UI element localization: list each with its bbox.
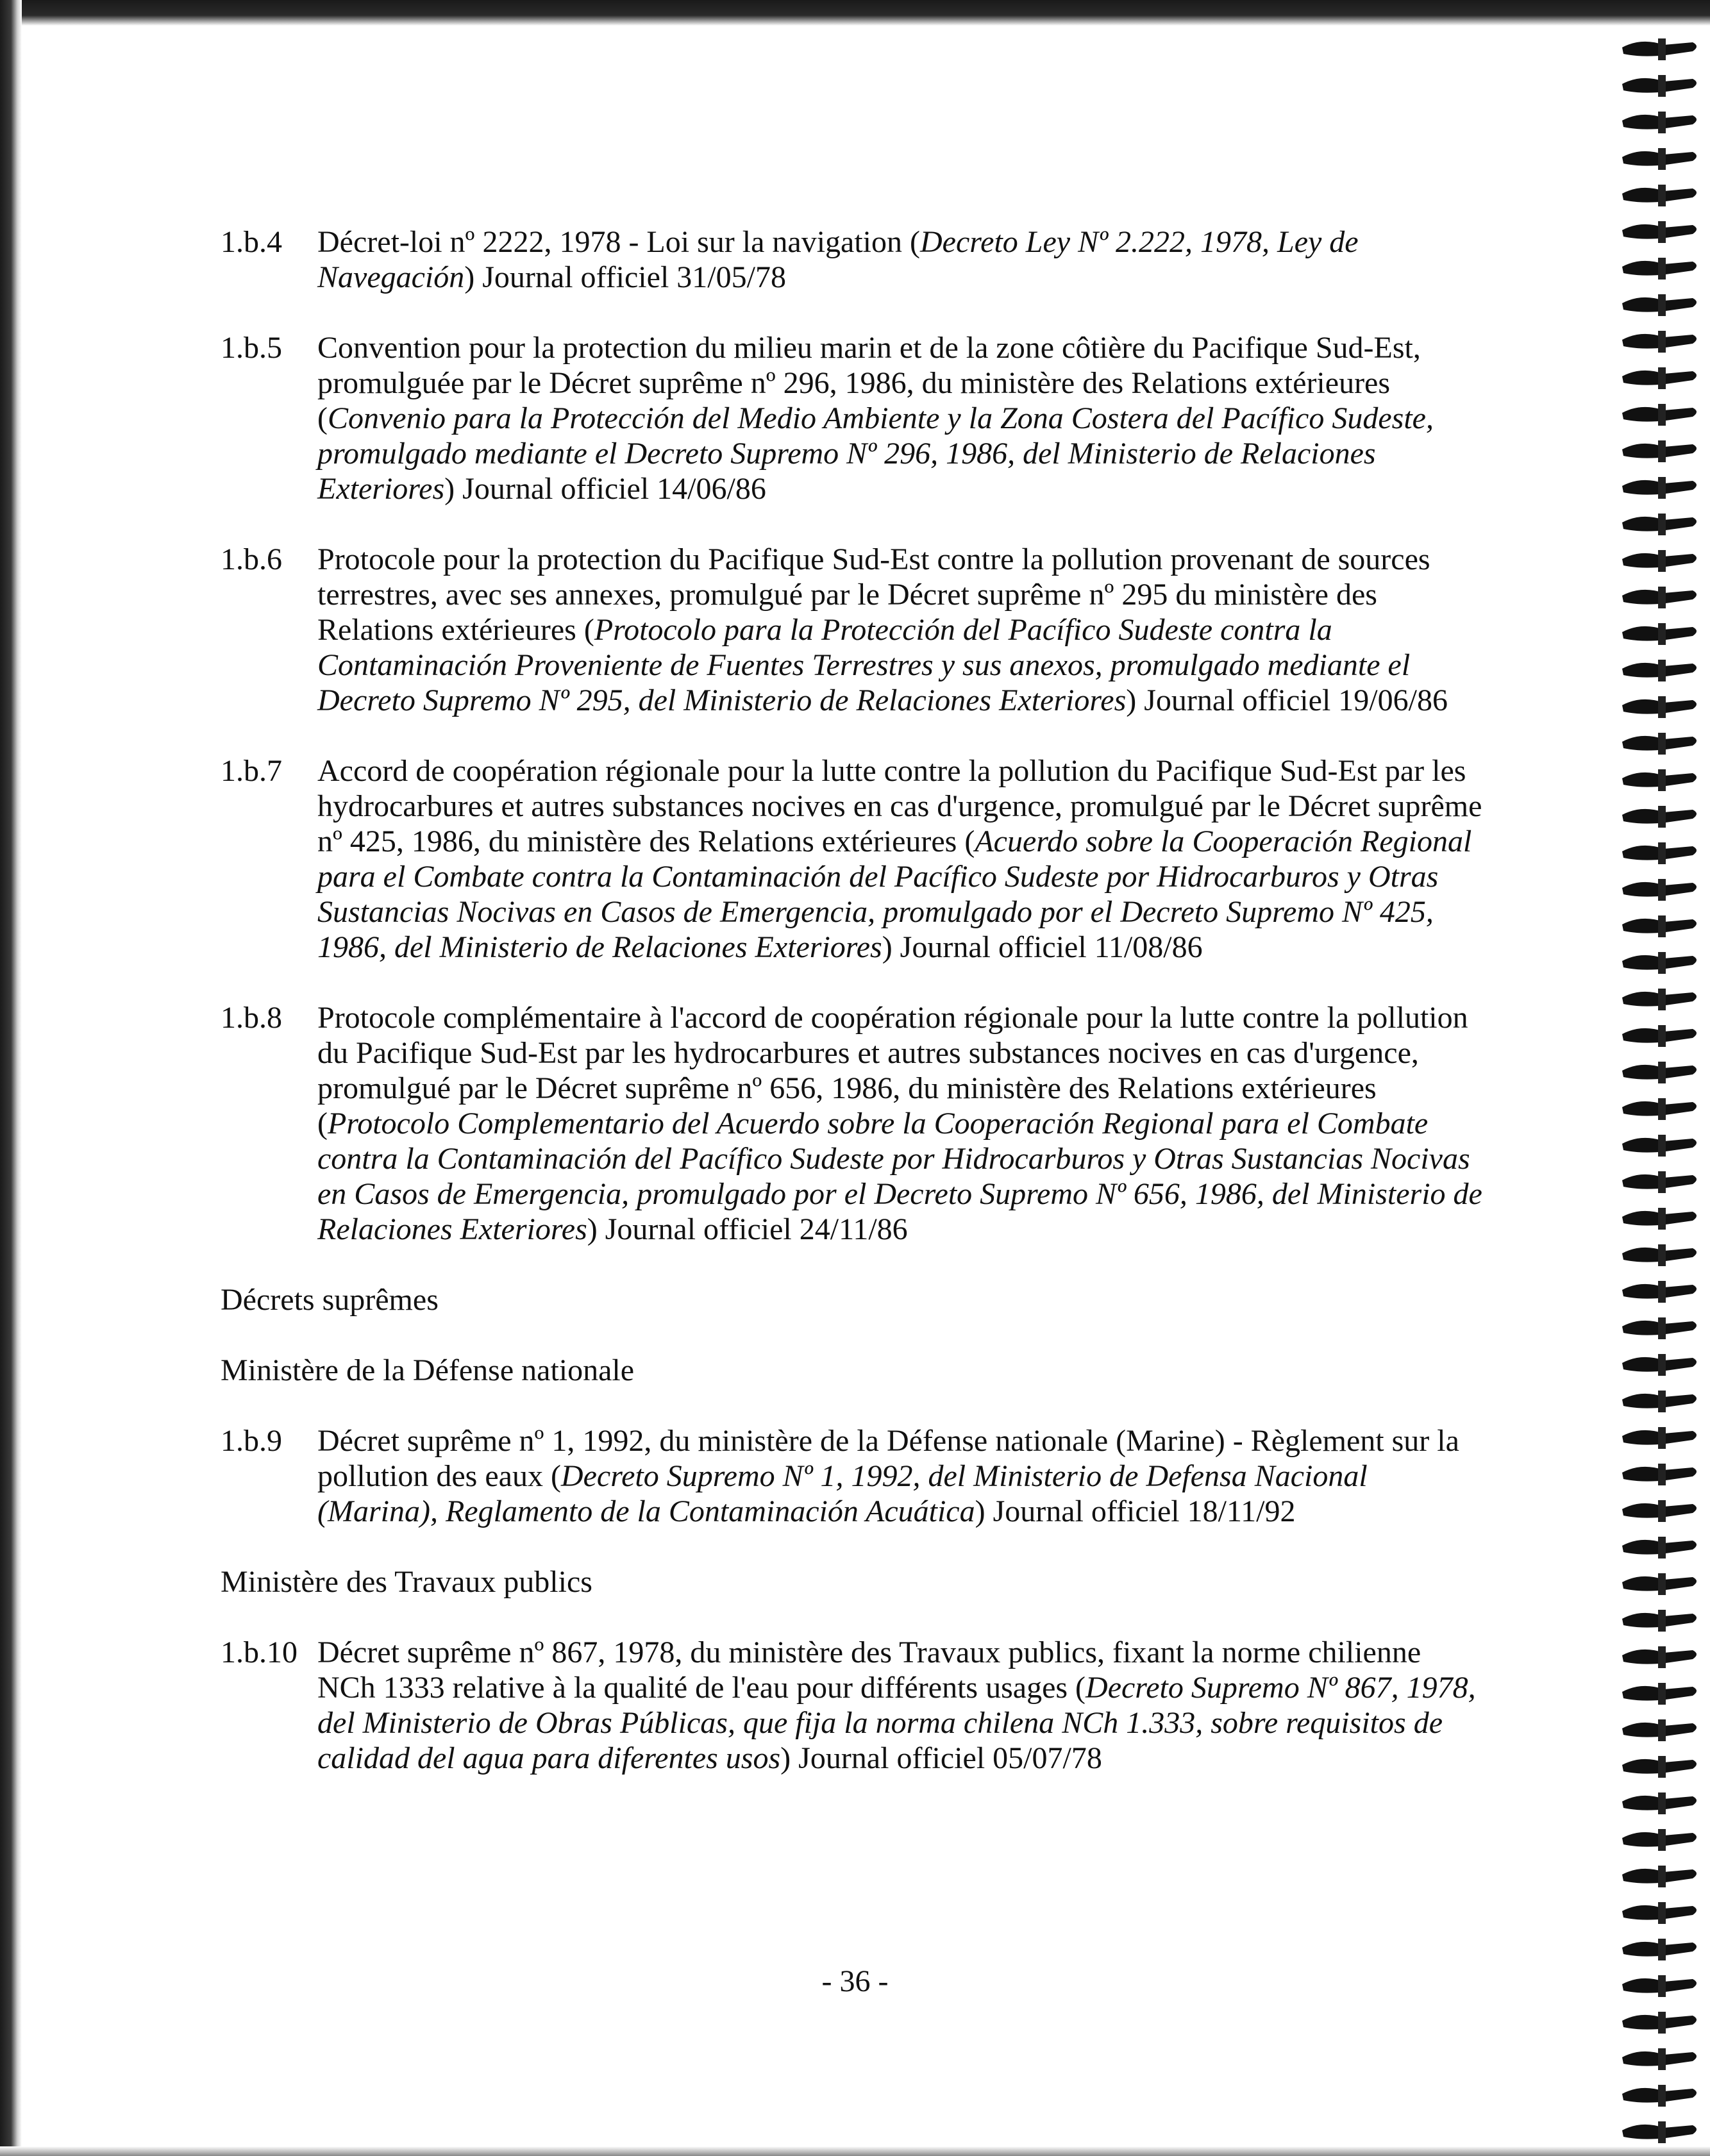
- scan-bottom-edge: [0, 2146, 1710, 2156]
- entry-1b10: [221, 1635, 1484, 1776]
- page-number: - 36 -: [821, 1964, 889, 1998]
- entry-1b4: [221, 224, 1484, 295]
- heading-defense-nationale: Ministère de la Défense nationale: [221, 1353, 635, 1387]
- entry-1b7: [221, 753, 1484, 965]
- entry-text: Décret suprême nº 1, 1992, du ministère de la Défense nationale (Marine) - Règlement sur la pollution des eaux (Decreto Supremo Nº 1, 1992, del Ministerio de Defensa Nacional (Marina), Reglamento de la Contaminación Acuática) Journal officiel 18/11/92: [317, 1424, 1459, 1528]
- document-body: [221, 224, 1484, 1811]
- entry-text: Protocole pour la protection du Pacifique Sud-Est contre la pollution provenant de sources terrestres, avec ses annexes, promulgué par le Décret suprême nº 295 du ministère des Relations extérieures (Protocolo para la Protección del Pacífico Sudeste contra la Contaminación Proveniente de Fuentes Terrestres y sus anexos, promulgado mediante el Decreto Supremo Nº 295, del Ministerio de Relaciones Exteriores) Journal officiel 19/06/86: [317, 542, 1448, 717]
- scan-top-edge: [0, 0, 1710, 26]
- entry-text: Décret suprême nº 867, 1978, du ministère des Travaux publics, fixant la norme chilienne NCh 1333 relative à la qualité de l'eau pour différents usages (Decreto Supremo Nº 867, 1978, del Ministerio de Obras Públicas, que fija la norma chilena NCh 1.333, sobre requisitos de calidad del agua para diferentes usos) Journal officiel 05/07/78: [317, 1635, 1476, 1775]
- entry-1b8: [221, 1000, 1484, 1247]
- entry-text: Convention pour la protection du milieu marin et de la zone côtière du Pacifique Sud-Est, promulguée par le Décret suprême nº 296, 1986, du ministère des Relations extérieures (Convenio para la Protección del Medio Ambiente y la Zona Costera del Pacífico Sudeste, promulgado mediante el Decreto Supremo Nº 296, 1986, del Ministerio de Relaciones Exteriores) Journal officiel 14/06/86: [317, 331, 1434, 506]
- entry-1b6: [221, 542, 1484, 718]
- entry-number: 1.b.8: [221, 1001, 282, 1035]
- entry-number: 1.b.5: [221, 331, 282, 365]
- heading-decrets-supremes: Décrets suprêmes: [221, 1283, 439, 1317]
- spiral-binding-icon: [1616, 38, 1706, 2148]
- entry-number: 1.b.9: [221, 1424, 282, 1458]
- entry-text: Accord de coopération régionale pour la lutte contre la pollution du Pacifique Sud-Est par les hydrocarbures et autres substances nocives en cas d'urgence, promulgué par le Décret suprême nº 425, 1986, du ministère des Relations extérieures (Acuerdo sobre la Cooperación Regional para el Combate contra la Contaminación del Pacífico Sudeste por Hidrocarburos y Otras Sustancias Nocivas en Casos de Emergencia, promulgado por el Decreto Supremo Nº 425, 1986, del Ministerio de Relaciones Exteriores) Journal officiel 11/08/86: [317, 754, 1482, 964]
- entry-1b9: [221, 1423, 1484, 1529]
- entry-1b5: [221, 330, 1484, 506]
- heading-travaux-publics: Ministère des Travaux publics: [221, 1565, 592, 1599]
- entry-text: Décret-loi nº 2222, 1978 - Loi sur la navigation (Decreto Ley Nº 2.222, 1978, Ley de Navegación) Journal officiel 31/05/78: [317, 225, 1359, 294]
- entry-number: 1.b.7: [221, 754, 282, 788]
- entry-number: 1.b.4: [221, 225, 282, 259]
- entry-number: 1.b.10: [221, 1635, 298, 1669]
- entry-text: Protocole complémentaire à l'accord de coopération régionale pour la lutte contre la pollution du Pacifique Sud-Est par les hydrocarbures et autres substances nocives en cas d'urgence, promulgué par le Décret suprême nº 656, 1986, du ministère des Relations extérieures (Protocolo Complementario del Acuerdo sobre la Cooperación Regional para el Combate contra la Contaminación del Pacífico Sudeste por Hidrocarburos y Otras Sustancias Nocivas en Casos de Emergencia, promulgado por el Decreto Supremo Nº 656, 1986, del Ministerio de Relaciones Exteriores) Journal officiel 24/11/86: [317, 1001, 1482, 1246]
- entry-number: 1.b.6: [221, 542, 282, 576]
- scan-left-edge: [0, 0, 22, 2156]
